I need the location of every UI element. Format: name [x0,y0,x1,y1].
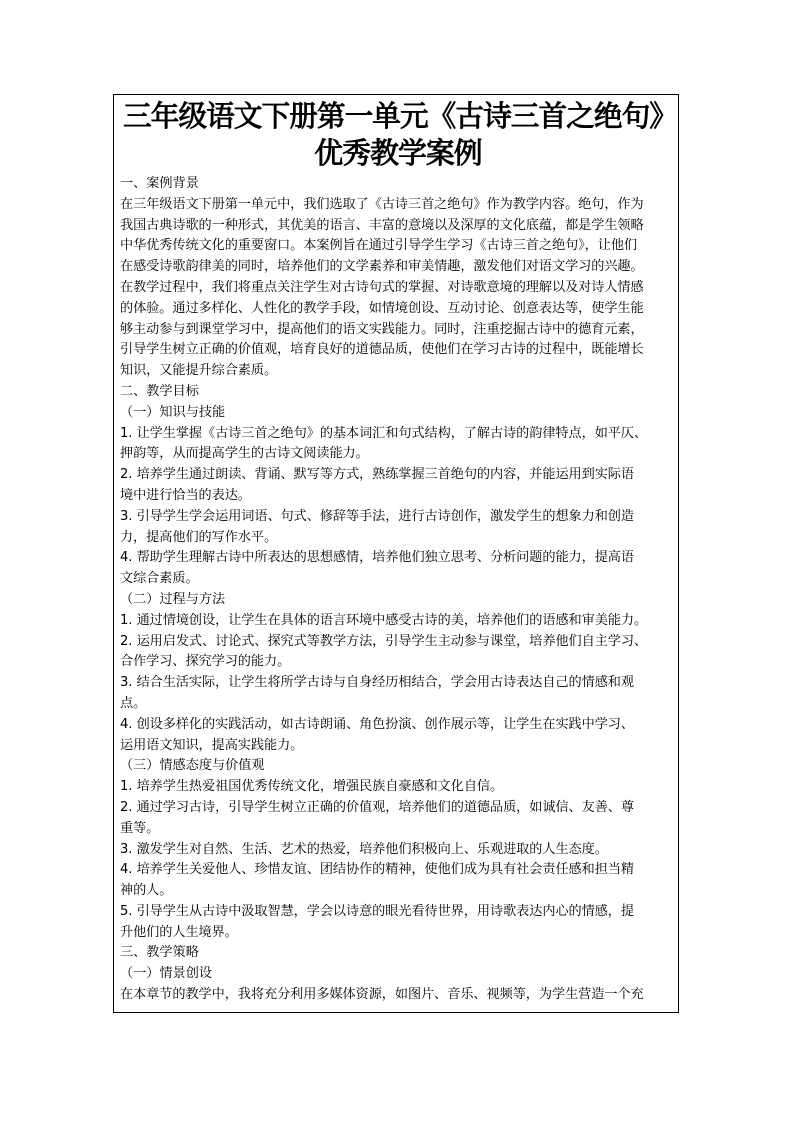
paragraph-line: 1. 让学生掌握《古诗三首之绝句》的基本词汇和句式结构，了解古诗的韵律特点，如平仄、 [120,425,648,441]
paragraph-line: 3. 激发学生对自然、生活、艺术的热爱，培养他们积极向上、乐观进取的人生态度。 [120,841,608,857]
paragraph-line: 2. 运用启发式、讨论式、探究式等教学方法，引导学生主动参与课堂，培养他们自主学习、 [120,633,648,649]
paragraph-line: 在三年级语文下册第一单元中，我们选取了《古诗三首之绝句》作为教学内容。绝句，作为 [120,196,644,212]
paragraph-line: 在感受诗歌韵律美的同时，培养他们的文学素养和审美情趣，激发他们对语文学习的兴趣。 [120,259,644,275]
paragraph-line: 我国古典诗歌的一种形式，其优美的语言、丰富的意境以及深厚的文化底蕴，都是学生领略 [120,217,644,233]
paragraph-line: 1. 通过情境创设，让学生在具体的语言环境中感受古诗的美，培养他们的语感和审美能力。 [120,612,648,628]
document-content [120,95,676,1006]
paragraph-line: 的体验。通过多样化、人性化的教学手段，如情境创设、互动讨论、创意表达等，使学生能 [120,300,644,316]
paragraph-line: 3. 引导学生学会运用词语、句式、修辞等手法，进行古诗创作，激发学生的想象力和创造 [120,508,635,524]
section-heading: 二、教学目标 [120,383,199,399]
paragraph-line: 在教学过程中，我们将重点关注学生对古诗句式的掌握、对诗歌意境的理解以及对诗人情感 [120,279,644,295]
page-subtitle: 优秀教学案例 [314,136,482,170]
paragraph-line: 知识，又能提升综合素质。 [120,363,278,379]
document-body [120,174,676,1006]
paragraph-line: 文综合素质。 [120,571,199,587]
paragraph-line: 运用语文知识，提高实践能力。 [120,737,304,753]
section-heading: （一）情景创设 [120,966,212,982]
section-heading: （二）过程与方法 [120,591,226,607]
paragraph-line: 押韵等，从而提高学生的古诗文阅读能力。 [120,446,369,462]
paragraph-line: 中华优秀传统文化的重要窗口。本案例旨在通过引导学生学习《古诗三首之绝句》，让他们 [120,238,638,254]
paragraph-line: 2. 通过学习古诗，引导学生树立正确的价值观，培养他们的道德品质，如诚信、友善、尊 [120,799,635,815]
paragraph-line: 点。 [120,695,147,711]
section-heading: 三、教学策略 [120,945,199,961]
paragraph-line: 合作学习、探究学习的能力。 [120,654,291,670]
paragraph-line: 重等。 [120,820,160,836]
section-heading: 一、案例背景 [120,176,199,191]
paragraph-line: 4. 创设多样化的实践活动，如古诗朗诵、角色扮演、创作展示等，让学生在实践中学习、 [120,716,635,732]
paragraph-line: 升他们的人生境界。 [120,924,238,940]
paragraph-line: 力，提高他们的写作水平。 [120,529,278,545]
paragraph-line: 4. 帮助学生理解古诗中所表达的思想感情，培养他们独立思考、分析问题的能力，提高语 [120,550,635,566]
paragraph-line: 在本章节的教学中，我将充分利用多媒体资源，如图片、音乐、视频等，为学生营造一个充 [120,987,644,1003]
paragraph-line: 引导学生树立正确的价值观，培育良好的道德品质，使他们在学习古诗的过程中，既能增长 [120,342,644,358]
paragraph-line: 境中进行恰当的表达。 [120,487,251,503]
paragraph-line: 3. 结合生活实际，让学生将所学古诗与自身经历相结合，学会用古诗表达自己的情感和观 [120,675,635,691]
paragraph-line: 5. 引导学生从古诗中汲取智慧，学会以诗意的眼光看待世界，用诗歌表达内心的情感，提 [120,903,635,919]
paragraph-line: 够主动参与到课堂学习中，提高他们的语文实践能力。同时，注重挖掘古诗中的德育元素， [120,321,644,337]
section-heading: （三）情感态度与价值观 [120,758,265,774]
paragraph-line: 4. 培养学生关爱他人、珍惜友谊、团结协作的精神，使他们成为具有社会责任感和担当精 [120,862,635,878]
document-frame [113,94,679,1013]
paragraph-line: 1. 培养学生热爱祖国优秀传统文化，增强民族自豪感和文化自信。 [120,779,504,795]
paragraph-line: 2. 培养学生通过朗读、背诵、默写等方式，熟练掌握三首绝句的内容，并能运用到实际语 [120,467,635,483]
paragraph-line: 神的人。 [120,883,173,899]
page-title: 三年级语文下册第一单元《古诗三首之绝句》 [122,99,677,133]
section-heading: （一）知识与技能 [120,404,226,420]
